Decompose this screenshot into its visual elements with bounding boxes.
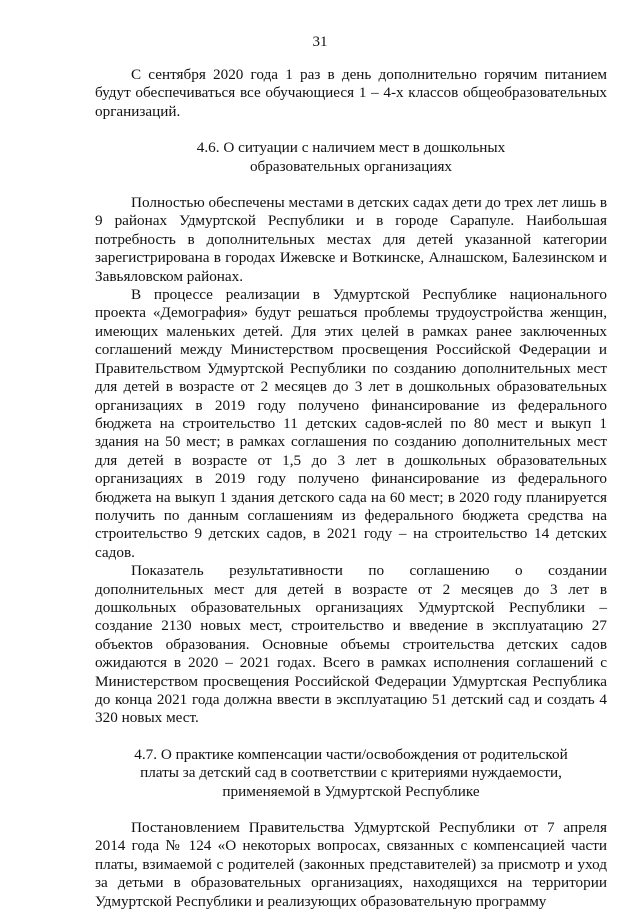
- section-4-6-paragraph: Полностью обеспечены местами в детских садах дети до трех лет лишь в 9 районах Удмуртской Республики и в городе Сарапуле. Наибольшая потребность в дополнительных местах для детей указанной категории зарегистрирована в городах Ижевске и Воткинске, Алнашском, Балезинском и Завьяловском районах.: [95, 194, 608, 285]
- section-4-7-paragraph: Постановлением Правительства Удмуртской Республики от 7 апреля 2014 года № 124 «О некоторых вопросах, связанных с компенсацией части платы, взимаемой с родителей (законных представителей) за присмотр и уход за детьми в образовательных организациях, находящихся на территории Удмуртской Республики и реализующих образовательную программу: [95, 819, 607, 910]
- document-body: [95, 66, 607, 911]
- paragraph-hot-meals: С сентября 2020 года 1 раз в день дополнительно горячим питанием будут обеспечиваться все обучающиеся 1 – 4-х классов общеобразовательных организаций.: [95, 66, 607, 120]
- section-4-6-paragraph: Показатель результативности по соглашению о создании дополнительных мест для детей в возрасте от 2 месяцев до 3 лет в дошкольных образовательных организациях Удмуртской Республики – создание 2130 новых мест, строительство и введение в эксплуатацию 27 объектов образования. Основные объемы строительства детских садов ожидаются в 2020 – 2021 годах. Всего в рамках исполнения соглашений с Министерством просвещения Российской Федерации Удмуртская Республика до конца 2021 года должна ввести в эксплуатацию 51 детский сад и создать 4 320 новых мест.: [95, 562, 607, 727]
- section-4-7-heading-line-1: 4.7. О практике компенсации части/освобождения от родительской: [134, 745, 568, 763]
- section-4-6-body: [95, 194, 607, 728]
- section-4-7: [95, 746, 607, 911]
- section-4-6-heading-line-2: образовательных организациях: [249, 157, 453, 175]
- section-4-7-heading-line-3: применяемой в Удмуртской Республике: [222, 782, 480, 800]
- section-4-7-body: [95, 819, 607, 911]
- section-4-6-paragraph: В процессе реализации в Удмуртской Республике национального проекта «Демография» будут решаться проблемы трудоустройства женщин, имеющих маленьких детей. Для этих целей в рамках ранее заключенных соглашений между Министерством просвещения Российской Федерации и Правительством Удмуртской Республики по созданию дополнительных мест для детей в возрасте от 2 месяцев до 3 лет в дошкольных образовательных организациях в 2019 году получено финансирование из федерального бюджета на строительство 11 детских садов-яслей по 80 мест и выкуп 1 здания на 50 мест; в рамках соглашения по созданию дополнительных мест для детей в возрасте от 1,5 до 3 лет в дошкольных образовательных организациях в 2019 году получено финансирование из федерального бюджета на выкуп 1 здания детского сада на 60 мест; в 2020 году планируется получить по данным соглашениям из федерального бюджета средства на строительство 9 детских садов, в 2021 году – на строительство 14 детских садов.: [95, 286, 607, 561]
- section-4-6: [95, 139, 607, 728]
- section-4-7-heading-line-2: платы за детский сад в соответствии с критериями нуждаемости,: [140, 764, 562, 782]
- section-4-6-heading-line-1: 4.6. О ситуации с наличием мест в дошкольных: [196, 139, 506, 157]
- page-number: 31: [312, 34, 328, 50]
